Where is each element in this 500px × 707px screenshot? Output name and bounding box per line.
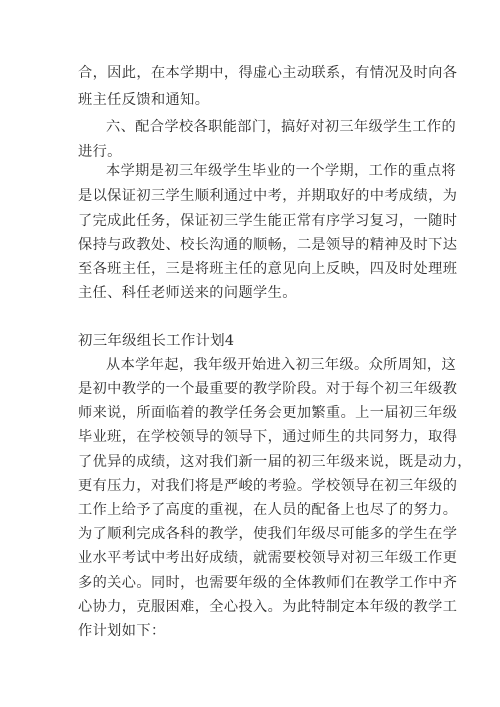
paragraph-line: 心协力，克服困难，全心投入。为此特制定本年级的教学工	[78, 599, 458, 615]
paragraph-line: 主任、科任老师送来的问题学生。	[78, 285, 297, 301]
section-heading: 初三年级组长工作计划4	[78, 333, 235, 349]
paragraph-line: 从本学年起，我年级开始进入初三年级。众所周知，这	[106, 357, 457, 373]
paragraph-line: 六、配合学校各职能部门，搞好对初三年级学生工作的	[106, 119, 457, 135]
paragraph-line: 多的关心。同时，也需要年级的全体教师们在教学工作中齐	[78, 575, 458, 591]
paragraph-line: 是以保证初三学生顺利通过中考，并期取好的中考成绩，为	[78, 188, 458, 204]
paragraph-line: 班主任反馈和通知。	[78, 92, 210, 108]
paragraph-line: 作计划如下：	[78, 623, 166, 639]
paragraph-line: 至各班主任，三是将班主任的意见向上反映，四及时处理班	[78, 261, 458, 277]
paragraph-line: 师来说，所面临着的教学任务会更加繁重。上一届初三年级	[78, 405, 458, 421]
paragraph-line: 了优异的成绩，这对我们新一届的初三年级来说，既是动力，	[78, 454, 472, 470]
paragraph-line: 进行。	[78, 144, 122, 160]
paragraph-line: 合，因此，在本学期中，得虚心主动联系，有情况及时向各	[78, 65, 458, 81]
paragraph-line: 工作上给予了高度的重视，在人员的配备上也尽了的努力。	[78, 502, 458, 518]
paragraph-line: 了完成此任务，保证初三学生能正常有序学习复习，一随时	[78, 213, 458, 229]
paragraph-line: 为了顺利完成各科的教学，使我们年级尽可能多的学生在学	[78, 526, 458, 542]
paragraph-line: 更有压力，对我们将是严峻的考验。学校领导在初三年级的	[78, 478, 458, 494]
paragraph-line: 是初中教学的一个最重要的教学阶段。对于每个初三年级教	[78, 381, 458, 397]
paragraph-line: 毕业班，在学校领导的领导下，通过师生的共同努力，取得	[78, 429, 458, 445]
paragraph-line: 业水平考试中考出好成绩，就需要校领导对初三年级工作更	[78, 550, 458, 566]
paragraph-line: 本学期是初三年级学生毕业的一个学期，工作的重点将	[106, 163, 457, 179]
paragraph-line: 保持与政教处、校长沟通的顺畅，二是领导的精神及时下达	[78, 237, 458, 253]
